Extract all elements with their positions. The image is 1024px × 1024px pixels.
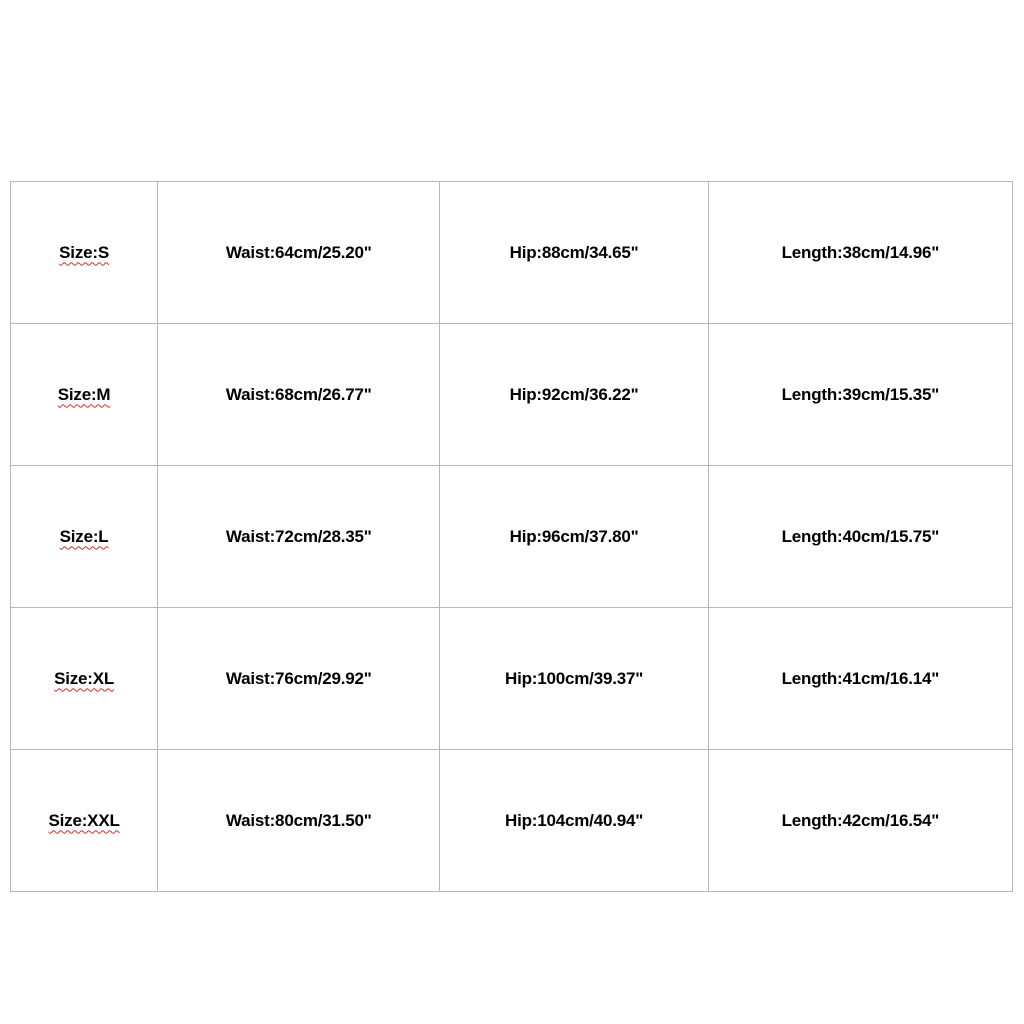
hip-cell: Hip:96cm/37.80"	[440, 466, 708, 608]
length-cell: Length:40cm/15.75"	[708, 466, 1012, 608]
length-cell: Length:38cm/14.96"	[708, 182, 1012, 324]
hip-cell: Hip:100cm/39.37"	[440, 608, 708, 750]
size-label: Size:S	[59, 242, 109, 262]
hip-cell: Hip:88cm/34.65"	[440, 182, 708, 324]
table-row	[11, 750, 1013, 892]
table-row	[11, 466, 1013, 608]
size-cell	[11, 324, 158, 466]
size-cell	[11, 750, 158, 892]
size-cell	[11, 608, 158, 750]
size-cell	[11, 466, 158, 608]
size-label: Size:XXL	[48, 810, 120, 830]
size-label: Size:XL	[54, 668, 115, 688]
size-label: Size:L	[59, 526, 109, 546]
hip-cell: Hip:92cm/36.22"	[440, 324, 708, 466]
size-cell	[11, 182, 158, 324]
length-cell: Length:39cm/15.35"	[708, 324, 1012, 466]
table-row	[11, 608, 1013, 750]
table-row	[11, 182, 1013, 324]
size-chart-table	[10, 181, 1013, 892]
table-row	[11, 324, 1013, 466]
waist-cell: Waist:64cm/25.20"	[158, 182, 440, 324]
waist-cell: Waist:68cm/26.77"	[158, 324, 440, 466]
waist-cell: Waist:76cm/29.92"	[158, 608, 440, 750]
hip-cell: Hip:104cm/40.94"	[440, 750, 708, 892]
waist-cell: Waist:80cm/31.50"	[158, 750, 440, 892]
length-cell: Length:42cm/16.54"	[708, 750, 1012, 892]
size-label: Size:M	[57, 384, 111, 404]
length-cell: Length:41cm/16.14"	[708, 608, 1012, 750]
waist-cell: Waist:72cm/28.35"	[158, 466, 440, 608]
